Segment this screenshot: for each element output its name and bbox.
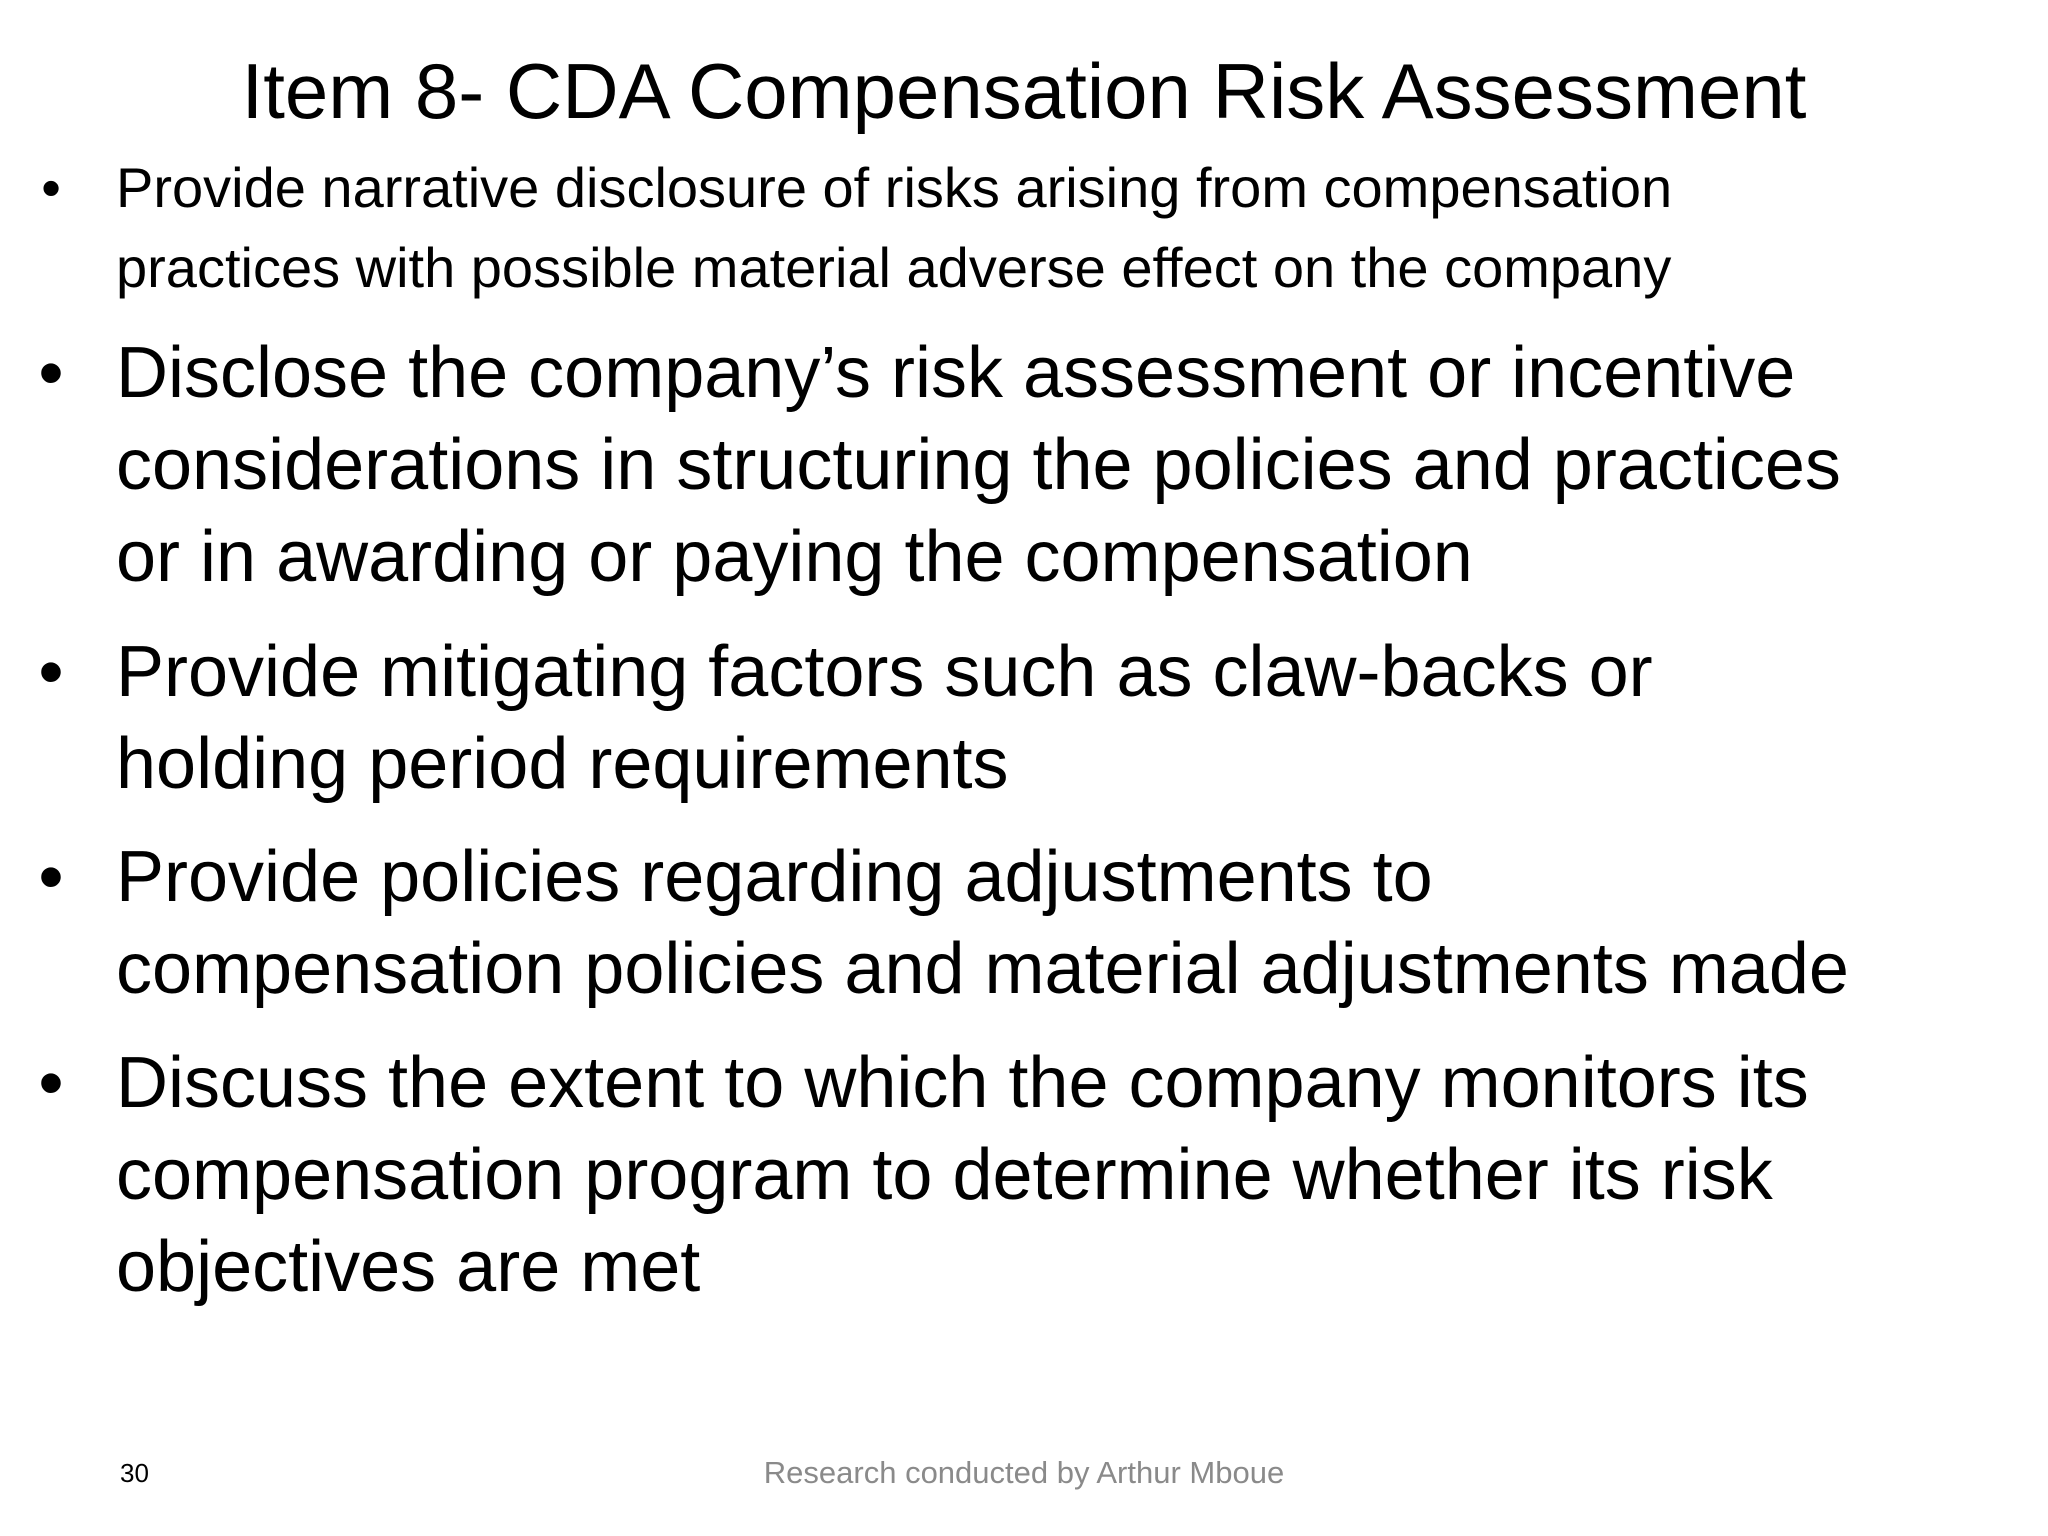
bullet-text: Disclose the company’s risk assessment or incentive considerations in structuring the policies and practices or in awarding or paying the compensation [116,333,1841,597]
bullet-dot-icon: • [38,1043,64,1123]
bullet-dot-icon: • [38,333,64,413]
bullet-text: Discuss the extent to which the company monitors its compensation program to determine whether its risk objectives are met [116,1043,1809,1307]
slide-title: Item 8- CDA Compensation Risk Assessment [241,47,1807,135]
bullet-dot-icon: • [38,632,64,712]
footer-credit: Research conducted by Arthur Mboue [763,1455,1285,1490]
bullet-dot-icon: • [41,156,61,219]
page-number: 30 [120,1458,149,1488]
bullet-text: Provide policies regarding adjustments to compensation policies and material adjustments made [116,837,1849,1009]
bullet-text: Provide narrative disclosure of risks arising from compensation practices with possible material adverse effect on the company [116,156,1673,299]
bullet-text: Provide mitigating factors such as claw-backs or holding period requirements [116,632,1653,804]
bullet-dot-icon: • [38,837,64,917]
